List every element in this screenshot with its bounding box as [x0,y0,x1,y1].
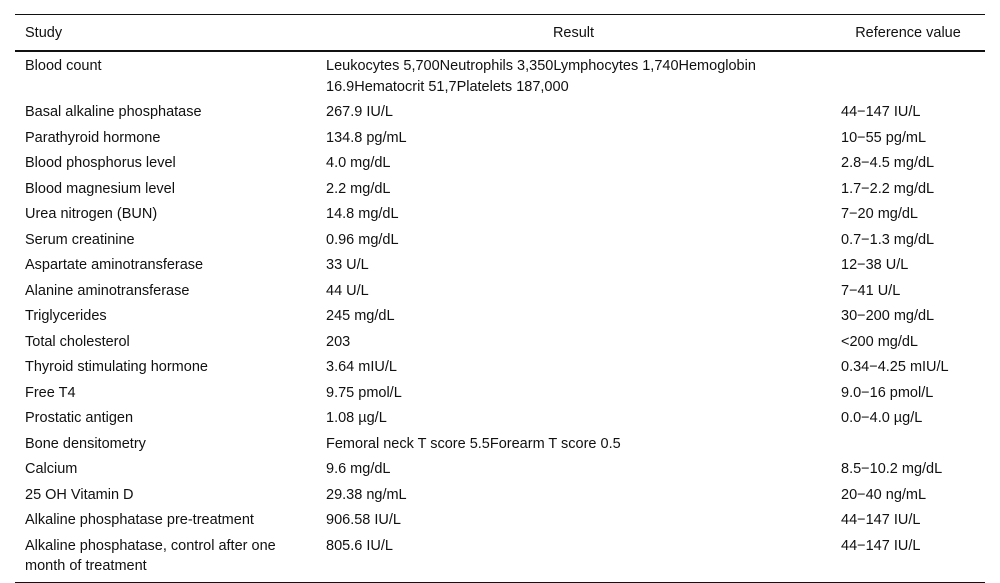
table-row [15,126,985,152]
cell-study: Bone densitometry [25,435,146,452]
cell-result: 29.38 ng/mL [326,486,407,503]
cell-study: Blood count [25,58,102,74]
cell-study: Serum creatinine [25,231,135,248]
table-row [15,151,985,177]
cell-study: Free T4 [25,384,76,401]
table-row [15,228,985,254]
table-header [15,15,985,52]
cell-reference-value: 20−40 ng/mL [841,486,927,503]
header-result: Result [316,15,831,52]
cell-reference-value: 1.7−2.2 mg/dL [841,180,935,197]
cell-reference-value: 7−20 mg/dL [841,206,918,222]
table-row [15,381,985,407]
cell-result: 9.75 pmol/L [326,384,402,401]
cell-reference-value [831,432,985,458]
cell-result: 44 U/L [326,282,369,299]
cell-result: 0.96 mg/dL [326,231,399,248]
cell-reference-value: 12−38 U/L [841,257,909,273]
table-row [15,279,985,305]
cell-reference-value: 9.0−16 pmol/L [841,384,934,401]
cell-study: Aspartate aminotransferase [25,257,204,273]
lab-results-table-container [15,14,985,583]
lab-results-table [15,14,985,583]
table-row [15,202,985,228]
table-row [15,177,985,203]
cell-result: 4.0 mg/dL [326,155,391,171]
cell-study: Alkaline phosphatase pre-treatment [25,512,254,528]
table-row [15,457,985,483]
cell-result: 1.08 µg/L [326,410,387,426]
cell-reference-value: 44−147 IU/L [841,512,921,528]
cell-reference-value [831,51,985,100]
cell-result: 906.58 IU/L [326,512,401,528]
cell-result: Leukocytes 5,700Neutrophils 3,350Lymphocytes 1,740Hemoglobin 16.9Hematocrit 51,7Platelets 187,000 [326,58,756,95]
cell-study: Total cholesterol [25,333,130,350]
cell-reference-value: 7−41 U/L [841,282,901,299]
cell-study: Blood phosphorus level [25,155,176,171]
cell-result: 267.9 IU/L [326,104,393,120]
cell-study: Blood magnesium level [25,180,175,197]
cell-reference-value: 44−147 IU/L [841,104,921,120]
cell-reference-value: 44−147 IU/L [831,534,985,583]
table-row [15,483,985,509]
table-row [15,534,985,583]
table-row [15,100,985,126]
cell-result: 3.64 mIU/L [326,359,397,375]
cell-reference-value: <200 mg/dL [841,333,918,350]
header-reference-value: Reference value [831,15,985,52]
cell-reference-value: 30−200 mg/dL [841,308,935,324]
cell-study: Prostatic antigen [25,410,134,426]
cell-reference-value: 2.8−4.5 mg/dL [841,155,935,171]
table-row [15,508,985,534]
cell-study: Thyroid stimulating hormone [25,359,208,375]
cell-reference-value: 0.0−4.0 µg/L [841,410,923,426]
cell-result: 203 [326,333,351,350]
table-row [15,253,985,279]
cell-study: Alkaline phosphatase, control after one month of treatment [15,534,316,583]
cell-reference-value: 10−55 pg/mL [841,129,927,146]
table-row [15,406,985,432]
cell-result: 33 U/L [326,257,369,273]
table-row [15,330,985,356]
cell-result: Femoral neck T score 5.5Forearm T score 0.5 [326,435,621,452]
cell-reference-value: 0.34−4.25 mIU/L [841,359,949,375]
cell-study: Alanine aminotransferase [25,282,190,299]
cell-result: 805.6 IU/L [316,534,831,583]
header-row [15,15,985,52]
table-row [15,304,985,330]
cell-result: 245 mg/dL [326,308,395,324]
cell-study: Triglycerides [25,308,107,324]
cell-reference-value: 8.5−10.2 mg/dL [841,461,943,477]
table-row [15,432,985,458]
cell-result: 2.2 mg/dL [326,180,391,197]
cell-study: Basal alkaline phosphatase [25,104,202,120]
table-row [15,355,985,381]
cell-study: Parathyroid hormone [25,129,161,146]
cell-reference-value: 0.7−1.3 mg/dL [841,231,935,248]
header-study: Study [15,15,316,52]
cell-study: Calcium [25,461,78,477]
cell-study: 25 OH Vitamin D [25,486,134,503]
cell-result: 134.8 pg/mL [326,129,407,146]
table-body [15,51,985,582]
cell-result: 14.8 mg/dL [326,206,399,222]
table-row [15,51,985,100]
cell-result: 9.6 mg/dL [326,461,391,477]
cell-study: Urea nitrogen (BUN) [25,206,158,222]
